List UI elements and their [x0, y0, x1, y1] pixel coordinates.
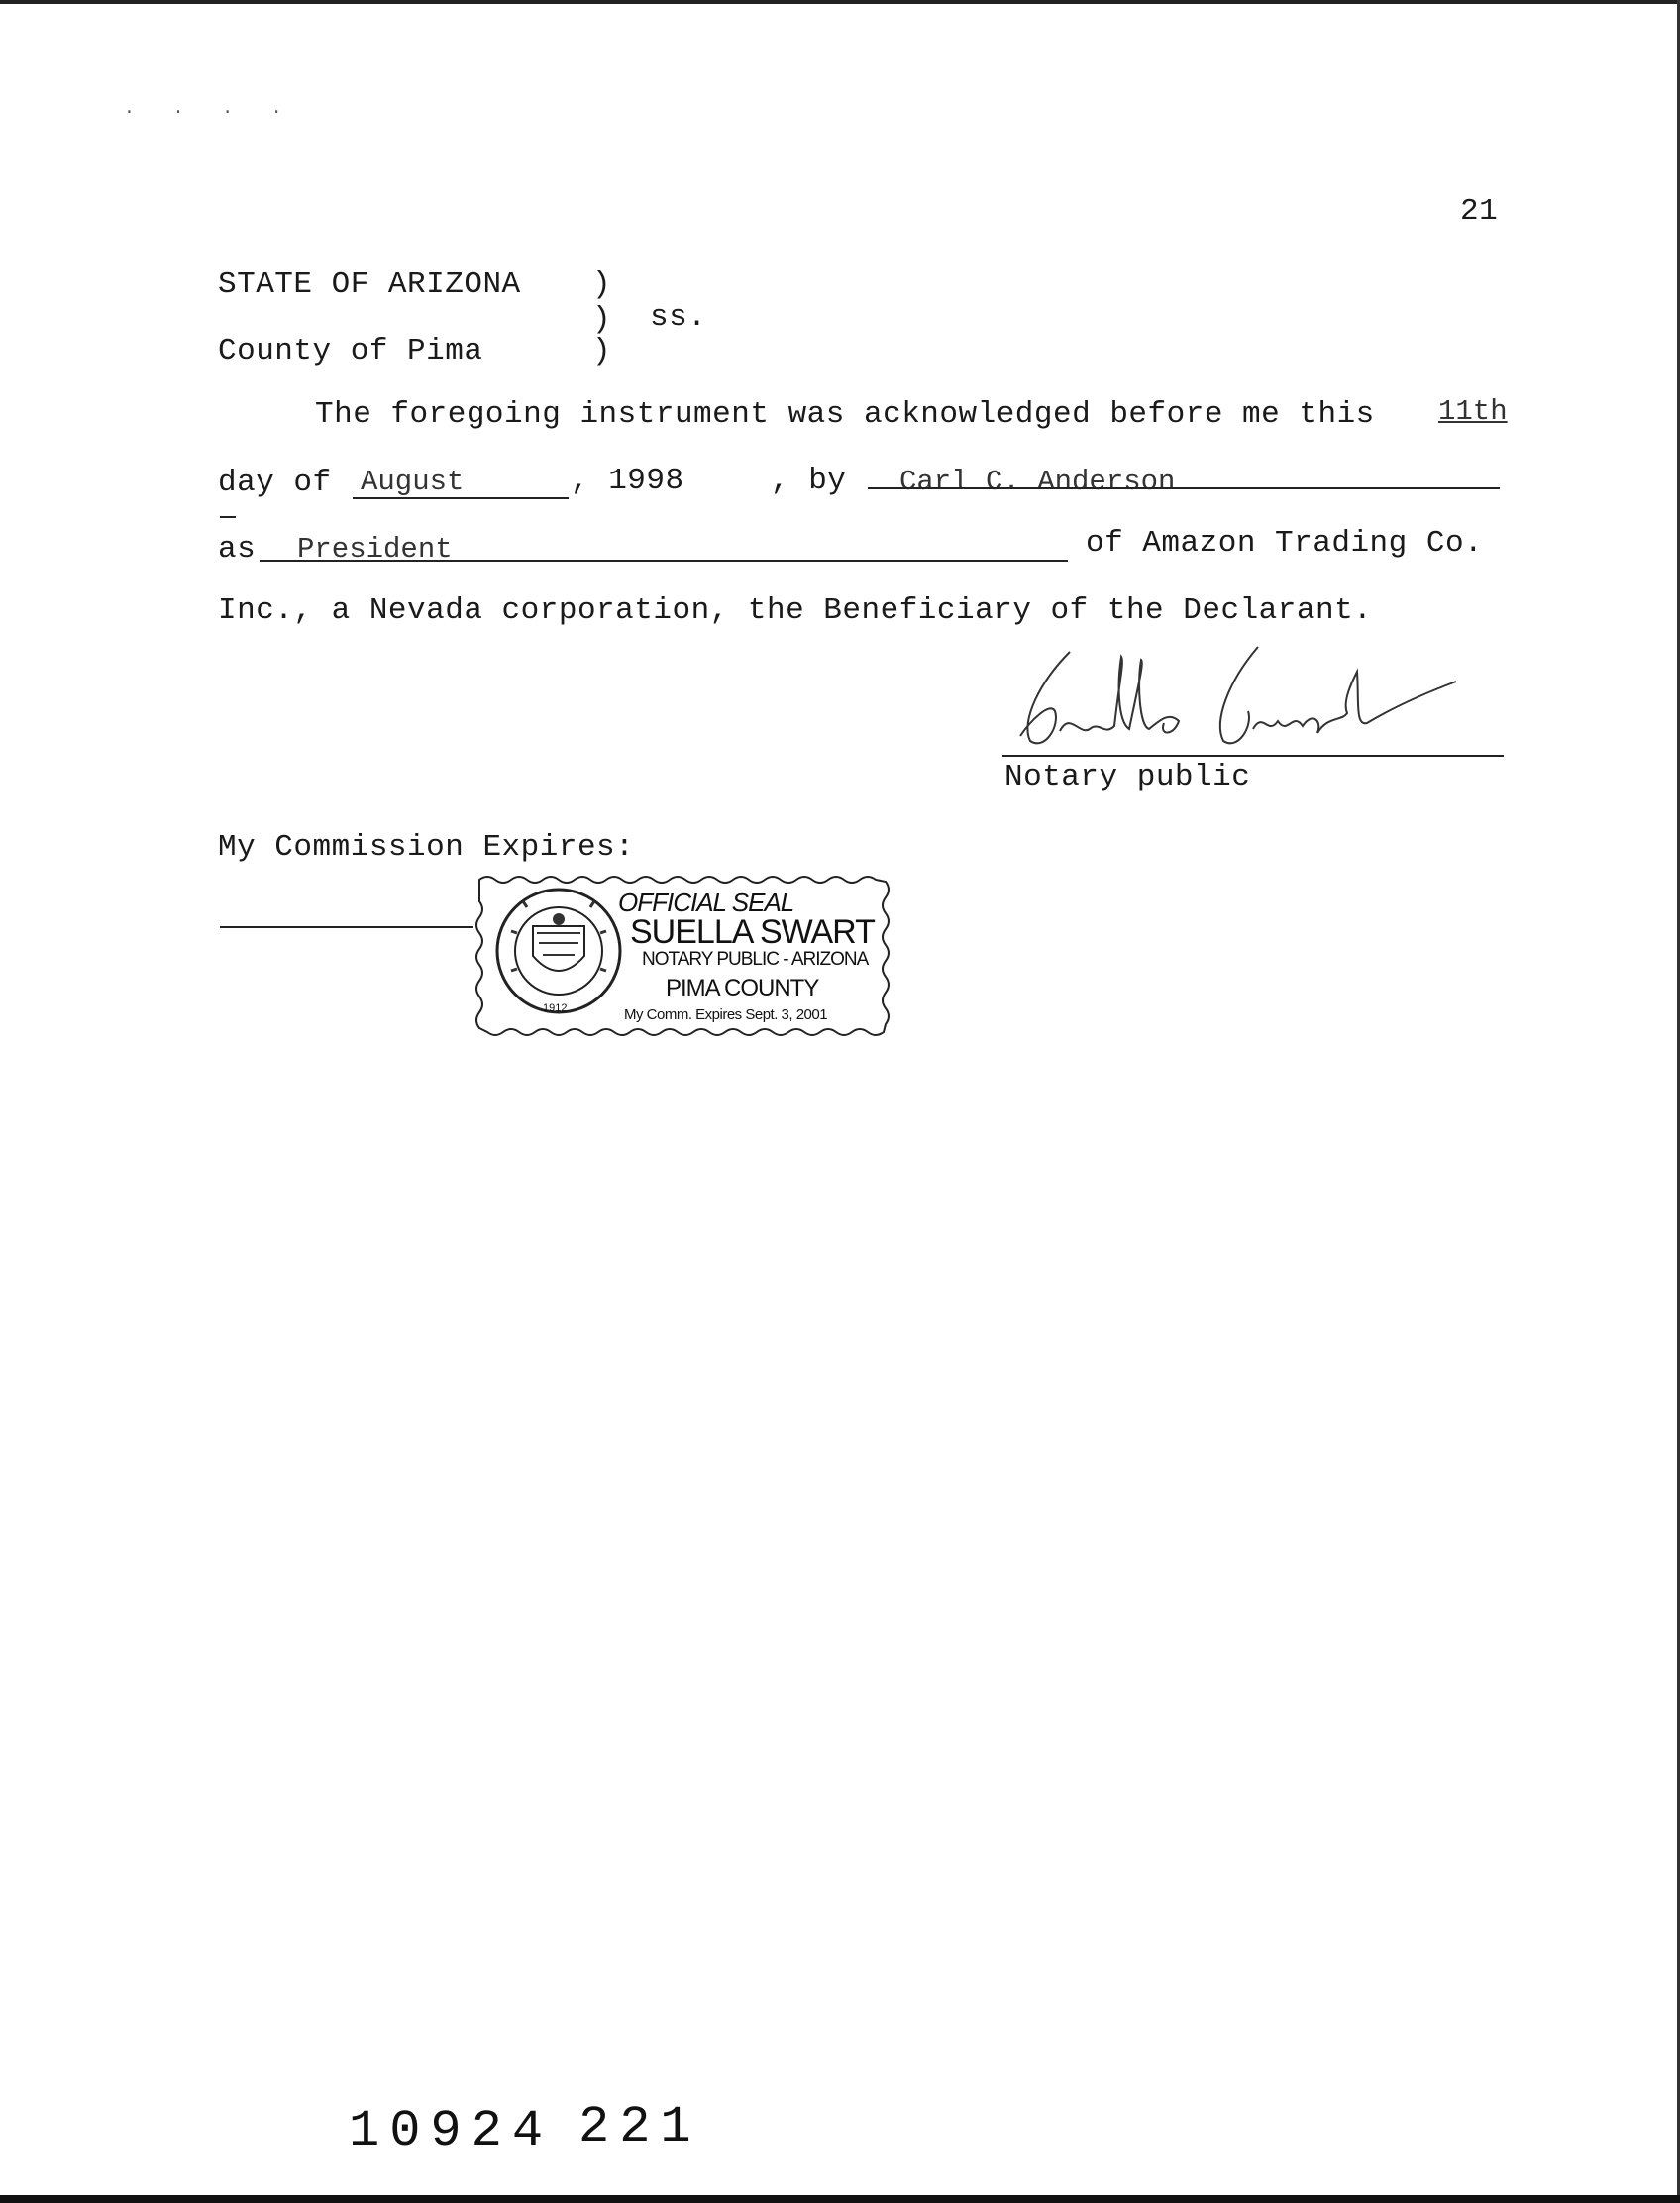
- ack-day-value: 11th: [1438, 395, 1508, 428]
- year-text: , 1998: [571, 464, 684, 498]
- as-label: as: [218, 532, 257, 567]
- seal-county: PIMA COUNTY: [666, 975, 819, 1001]
- person-underline: [868, 487, 1500, 489]
- page-reference: 221: [578, 2098, 701, 2156]
- notary-signature: [1000, 642, 1476, 761]
- county-label: County of Pima: [218, 334, 483, 368]
- month-value: August: [361, 466, 465, 498]
- ack-line-4: Inc., a Nevada corporation, the Beneficiary of the Declarant.: [218, 593, 1373, 628]
- page-number: 21: [1460, 194, 1499, 229]
- person-value: Carl C. Anderson: [899, 466, 1176, 498]
- seal-expires: My Comm. Expires Sept. 3, 2001: [624, 1006, 828, 1023]
- seal-role: NOTARY PUBLIC - ARIZONA: [642, 949, 869, 970]
- commission-line: [220, 926, 473, 928]
- official-seal: [473, 872, 893, 1040]
- seal-emblem-year: 1912: [543, 1002, 568, 1014]
- paren-top: ): [592, 267, 612, 302]
- by-label: , by: [771, 464, 847, 498]
- document-number: 10924: [349, 2102, 554, 2160]
- bottom-edge: [0, 2195, 1680, 2203]
- top-edge: [0, 0, 1680, 4]
- title-value: President: [297, 533, 453, 566]
- seal-header: OFFICIAL SEAL: [618, 888, 794, 917]
- company-text: of Amazon Trading Co.: [1086, 526, 1484, 561]
- paren-bottom: ): [592, 334, 612, 368]
- scan-specks: . . . .: [124, 99, 296, 119]
- commission-label: My Commission Expires:: [218, 830, 635, 865]
- signature-line: [1002, 755, 1504, 757]
- notary-public-label: Notary public: [1004, 760, 1251, 794]
- state-label: STATE OF ARIZONA: [218, 267, 521, 302]
- stray-mark: [220, 516, 236, 518]
- paren-middle: ): [592, 302, 612, 337]
- ss-label: ss.: [650, 300, 707, 335]
- month-underline: [353, 497, 569, 499]
- title-underline: [260, 560, 1068, 562]
- day-of-label: day of: [218, 466, 332, 500]
- seal-name: SUELLA SWART: [630, 913, 875, 951]
- ack-line-1: The foregoing instrument was acknowledged before me this: [315, 397, 1375, 432]
